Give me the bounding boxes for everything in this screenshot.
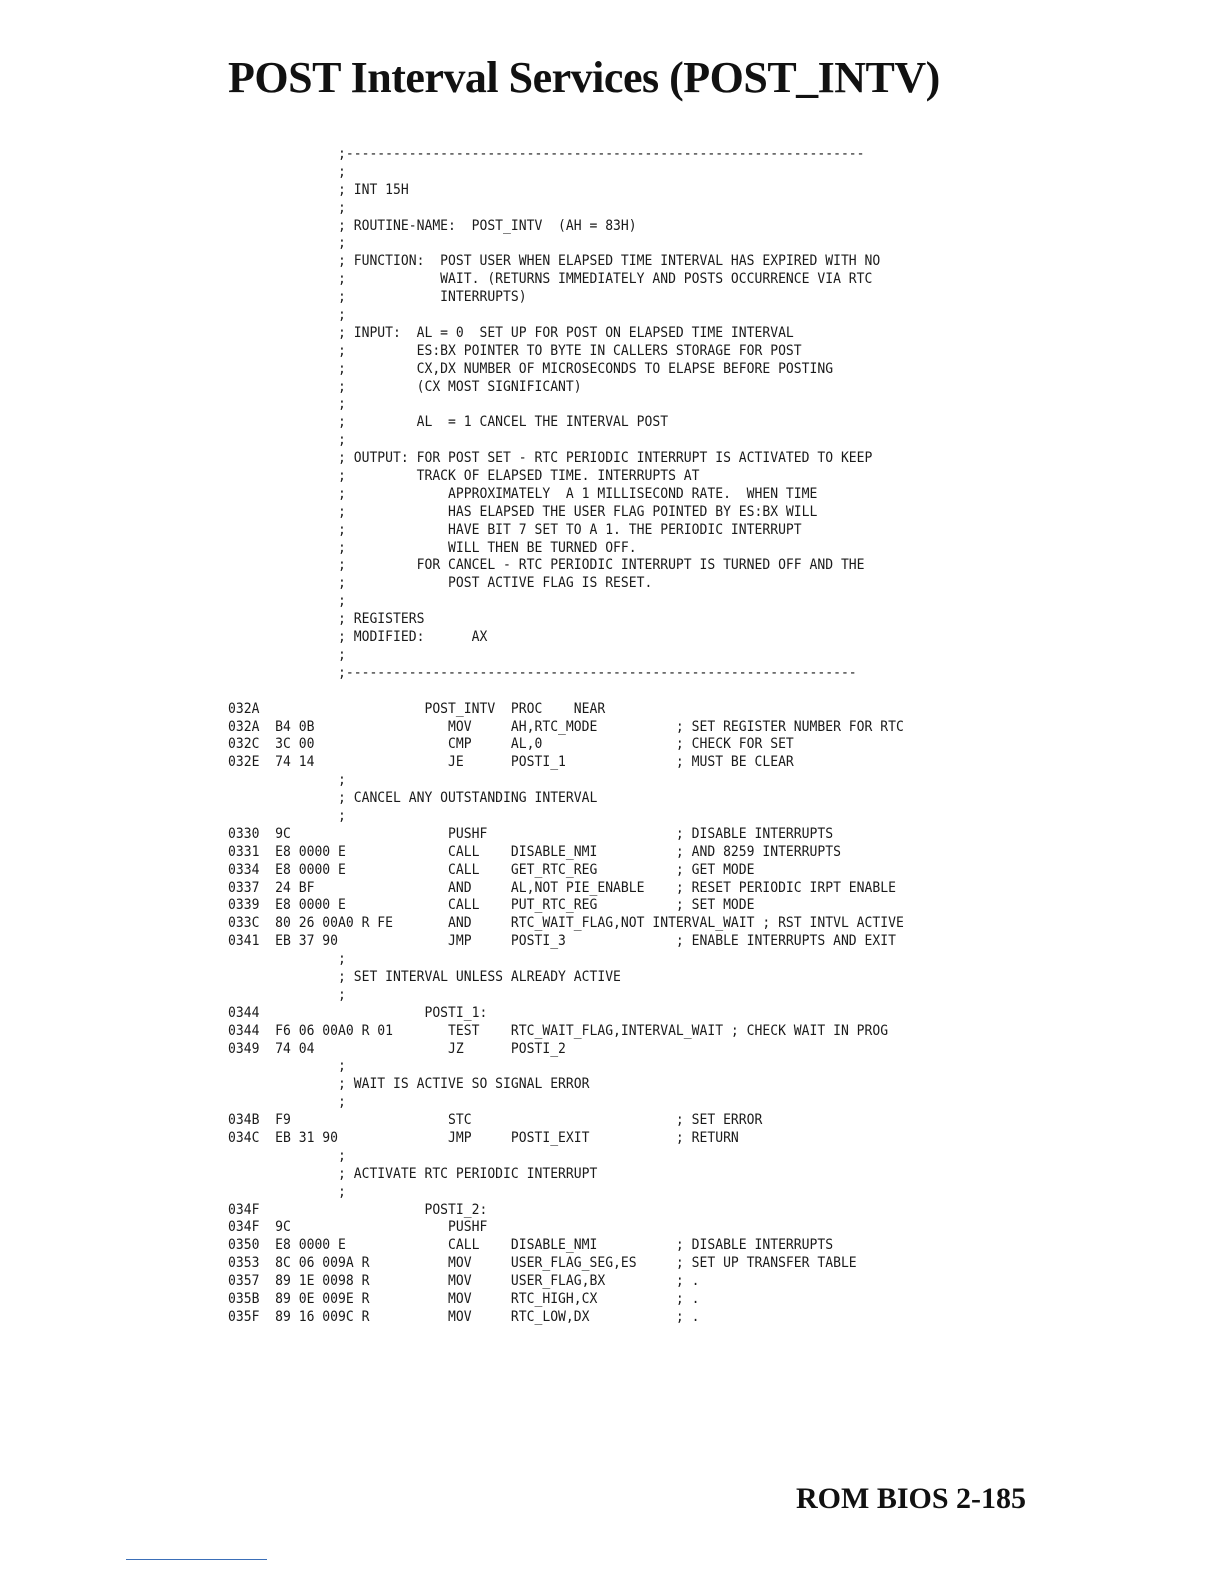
assembly-listing — [228, 146, 904, 1327]
listing-line: ; OUTPUT: FOR POST SET - RTC PERIODIC INTERRUPT IS ACTIVATED TO KEEP — [228, 450, 873, 467]
listing-line: ; MODIFIED: AX — [228, 629, 488, 646]
listing-line: 032E 74 14 JE POSTI_1 ; MUST BE CLEAR — [228, 754, 794, 771]
listing-line: ; ACTIVATE RTC PERIODIC INTERRUPT — [228, 1165, 598, 1182]
page-footer: ROM BIOS 2-185 — [796, 1482, 1027, 1515]
listing-line: ; — [228, 593, 346, 610]
listing-line: 0350 E8 0000 E CALL DISABLE_NMI ; DISABLE INTERRUPTS — [228, 1237, 834, 1254]
listing-line: ; WAIT. (RETURNS IMMEDIATELY AND POSTS OCCURRENCE VIA RTC — [228, 271, 873, 288]
listing-line: ;------------------------------------------------------------------ — [228, 146, 865, 162]
listing-line: 032C 3C 00 CMP AL,0 ; CHECK FOR SET — [228, 736, 794, 753]
page-title: POST Interval Services (POST_INTV) — [228, 53, 940, 102]
listing-line: 0357 89 1E 0098 R MOV USER_FLAG,BX ; . — [228, 1273, 700, 1290]
listing-line — [228, 683, 904, 701]
listing-line: 0344 F6 06 00A0 R 01 TEST RTC_WAIT_FLAG,INTERVAL_WAIT ; CHECK WAIT IN PROG — [228, 1022, 889, 1039]
listing-line: 032A B4 0B MOV AH,RTC_MODE ; SET REGISTER NUMBER FOR RTC — [228, 718, 904, 735]
listing-line: 0349 74 04 JZ POSTI_2 — [228, 1040, 566, 1057]
listing-line: 035B 89 0E 009E R MOV RTC_HIGH,CX ; . — [228, 1291, 700, 1307]
listing-line: 034C EB 31 90 JMP POSTI_EXIT ; RETURN — [228, 1129, 739, 1146]
listing-line: ; INPUT: AL = 0 SET UP FOR POST ON ELAPSED TIME INTERVAL — [228, 324, 794, 341]
listing-line: ; — [228, 1094, 346, 1111]
listing-line: ; — [228, 986, 346, 1003]
listing-line: ; FOR CANCEL - RTC PERIODIC INTERRUPT IS TURNED OFF AND THE — [228, 557, 865, 574]
listing-line: ; TRACK OF ELAPSED TIME. INTERRUPTS AT — [228, 468, 700, 485]
listing-line: ; — [228, 807, 346, 824]
listing-line: ; — [228, 396, 346, 413]
listing-line: ; — [228, 307, 346, 324]
listing-line: ; APPROXIMATELY A 1 MILLISECOND RATE. WHEN TIME — [228, 485, 818, 502]
listing-line: ; SET INTERVAL UNLESS ALREADY ACTIVE — [228, 968, 621, 985]
listing-line: 0344 POSTI_1: — [228, 1004, 488, 1021]
listing-line: 034F POSTI_2: — [228, 1201, 488, 1218]
listing-line: ; REGISTERS — [228, 611, 425, 628]
listing-line: ; CX,DX NUMBER OF MICROSECONDS TO ELAPSE BEFORE POSTING — [228, 360, 834, 377]
listing-line: ; — [228, 1183, 346, 1200]
listing-line: ; FUNCTION: POST USER WHEN ELAPSED TIME INTERVAL HAS EXPIRED WITH NO — [228, 253, 881, 270]
listing-line: 0334 E8 0000 E CALL GET_RTC_REG ; GET MODE — [228, 861, 755, 878]
listing-line: ;----------------------------------------------------------------- — [228, 664, 857, 681]
listing-line: ; — [228, 772, 346, 789]
listing-line: ; INTERRUPTS) — [228, 289, 527, 306]
listing-line: ; — [228, 1147, 346, 1164]
listing-line: 0337 24 BF AND AL,NOT PIE_ENABLE ; RESET PERIODIC IRPT ENABLE — [228, 879, 896, 896]
listing-line: ; — [228, 199, 346, 216]
listing-line: 0330 9C PUSHF ; DISABLE INTERRUPTS — [228, 825, 834, 842]
listing-line: ; — [228, 432, 346, 449]
listing-line: ; — [228, 1058, 346, 1075]
listing-line: 032A POST_INTV PROC NEAR — [228, 700, 606, 717]
footer-rule — [126, 1559, 267, 1560]
listing-line: 033C 80 26 00A0 R FE AND RTC_WAIT_FLAG,NOT INTERVAL_WAIT ; RST INTVL ACTIVE — [228, 915, 904, 932]
listing-line: ; POST ACTIVE FLAG IS RESET. — [228, 575, 653, 592]
listing-line: ; ROUTINE-NAME: POST_INTV (AH = 83H) — [228, 217, 637, 234]
listing-line: 035F 89 16 009C R MOV RTC_LOW,DX ; . — [228, 1308, 700, 1325]
listing-line: ; WAIT IS ACTIVE SO SIGNAL ERROR — [228, 1076, 590, 1093]
listing-line: ; — [228, 235, 346, 252]
listing-line: 0331 E8 0000 E CALL DISABLE_NMI ; AND 8259 INTERRUPTS — [228, 843, 841, 860]
listing-line: ; INT 15H — [228, 181, 409, 198]
listing-line: ; ES:BX POINTER TO BYTE IN CALLERS STORAGE FOR POST — [228, 342, 802, 359]
listing-line: ; AL = 1 CANCEL THE INTERVAL POST — [228, 414, 669, 431]
listing-line: ; (CX MOST SIGNIFICANT) — [228, 378, 582, 395]
listing-line: ; — [228, 951, 346, 968]
listing-line: ; — [228, 646, 346, 663]
listing-line: ; HAVE BIT 7 SET TO A 1. THE PERIODIC INTERRUPT — [228, 521, 802, 538]
listing-line: 0341 EB 37 90 JMP POSTI_3 ; ENABLE INTERRUPTS AND EXIT — [228, 933, 896, 950]
listing-line: 0353 8C 06 009A R MOV USER_FLAG_SEG,ES ; SET UP TRANSFER TABLE — [228, 1255, 857, 1272]
listing-line: 034B F9 STC ; SET ERROR — [228, 1112, 763, 1129]
listing-line: 0339 E8 0000 E CALL PUT_RTC_REG ; SET MODE — [228, 897, 755, 914]
listing-line: ; — [228, 163, 346, 180]
listing-line: 034F 9C PUSHF — [228, 1219, 488, 1236]
listing-line: ; WILL THEN BE TURNED OFF. — [228, 539, 637, 556]
listing-line: ; HAS ELAPSED THE USER FLAG POINTED BY ES:BX WILL — [228, 503, 818, 520]
listing-line: ; CANCEL ANY OUTSTANDING INTERVAL — [228, 790, 598, 807]
